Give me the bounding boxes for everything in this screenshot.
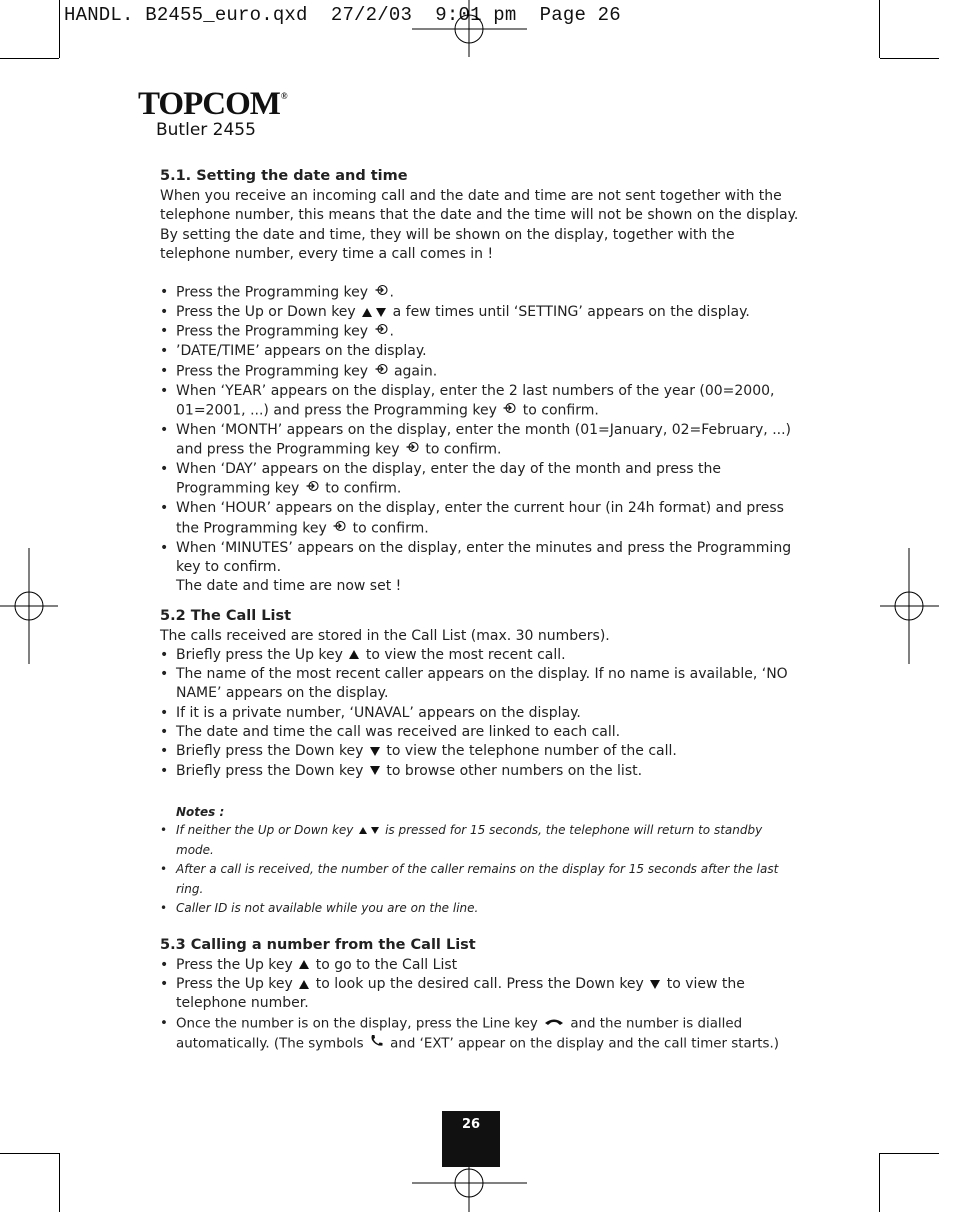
down-arrow-icon xyxy=(370,747,380,756)
list-item: • When ‘HOUR’ appears on the display, enter the current hour (in 24h format) and press the Programming key to confirm. xyxy=(160,499,800,538)
handset-icon xyxy=(544,1014,564,1033)
up-arrow-icon xyxy=(362,308,372,317)
phone-icon xyxy=(370,1034,384,1053)
list-item: • When ‘MONTH’ appears on the display, enter the month (01=January, 02=February, ...) and press the Programming key to confirm. xyxy=(160,421,800,460)
up-arrow-icon xyxy=(299,980,309,989)
list-item: • The name of the most recent caller appears on the display. If no name is available, ‘NO NAME’ appears on the display. xyxy=(160,665,800,704)
list-item: • When ‘DAY’ appears on the display, enter the day of the month and press the Programming key to confirm. xyxy=(160,460,800,499)
call-list-steps xyxy=(160,646,800,781)
logo-text: TOPCOM xyxy=(138,86,280,122)
model-name: Butler 2455 xyxy=(156,120,256,140)
topcom-logo xyxy=(138,88,288,121)
down-arrow-icon xyxy=(371,827,379,834)
down-arrow-icon xyxy=(650,980,660,989)
list-item: • Press the Up key to go to the Call List xyxy=(160,956,800,975)
list-item: • If it is a private number, ‘UNAVAL’ appears on the display. xyxy=(160,704,800,723)
list-item: • Press the Programming key again. xyxy=(160,362,800,382)
list-item: • Briefly press the Up key to view the most recent call. xyxy=(160,646,800,665)
up-arrow-icon xyxy=(359,827,367,834)
up-arrow-icon xyxy=(349,650,359,659)
calling-steps xyxy=(160,956,800,1054)
list-item: • Press the Up key to look up the desired call. Press the Down key to view the telephone number. xyxy=(160,975,800,1014)
list-item: • Press the Programming key . xyxy=(160,283,800,303)
section-intro: When you receive an incoming call and the date and time are not sent together with the telephone number, this means that the date and the time will not be shown on the display. By setting the date and time, they will be shown on the display, together with the telephone number, every time a call comes in ! xyxy=(160,188,799,262)
note-item: • After a call is received, the number of the caller remains on the display for 15 seconds after the last ring. xyxy=(160,860,800,899)
completion-note: The date and time are now set ! xyxy=(176,578,402,595)
date-time-steps xyxy=(160,283,800,596)
section-intro: The calls received are stored in the Call List (max. 30 numbers). xyxy=(160,627,610,644)
section-heading-call-list: 5.2 The Call List xyxy=(160,607,292,624)
manual-content xyxy=(160,166,800,1054)
notes-label: Notes : xyxy=(176,804,225,819)
page-number: 26 xyxy=(461,1117,481,1132)
up-arrow-icon xyxy=(299,960,309,969)
list-item: • ’DATE/TIME’ appears on the display. xyxy=(160,342,800,361)
programming-key-icon xyxy=(375,283,388,302)
note-item: • Caller ID is not available while you are on the line. xyxy=(160,899,800,919)
programming-key-icon xyxy=(333,519,346,538)
list-item: • Press the Programming key . xyxy=(160,322,800,342)
programming-key-icon xyxy=(375,322,388,341)
down-arrow-icon xyxy=(370,766,380,775)
list-item: • When ‘MINUTES’ appears on the display, enter the minutes and press the Programming key to confirm. The date and time are now set ! xyxy=(160,539,800,597)
list-item: • Briefly press the Down key to view the telephone number of the call. xyxy=(160,742,800,761)
page-number-box xyxy=(442,1111,500,1167)
note-item: • If neither the Up or Down key is pressed for 15 seconds, the telephone will return to standby mode. xyxy=(160,821,800,860)
list-item: • Briefly press the Down key to browse other numbers on the list. xyxy=(160,762,800,781)
programming-key-icon xyxy=(503,401,516,420)
programming-key-icon xyxy=(406,440,419,459)
down-arrow-icon xyxy=(376,308,386,317)
notes-list xyxy=(160,821,800,919)
section-heading-calling-number: 5.3 Calling a number from the Call List xyxy=(160,936,476,953)
section-heading-date-time: 5.1. Setting the date and time xyxy=(160,168,408,184)
list-item: • The date and time the call was received are linked to each call. xyxy=(160,723,800,742)
programming-key-icon xyxy=(306,479,319,498)
file-header-line: HANDL. B2455_euro.qxd 27/2/03 9:01 pm Page 26 xyxy=(64,4,621,26)
registered-mark: ® xyxy=(280,91,288,101)
list-item: • When ‘YEAR’ appears on the display, enter the 2 last numbers of the year (00=2000, 01=2001, ...) and press the Programming key to confirm. xyxy=(160,382,800,421)
list-item: • Once the number is on the display, press the Line key and the number is dialled automatically. (The symbols and ‘EXT’ appear on the display and the call timer starts.) xyxy=(160,1014,800,1054)
programming-key-icon xyxy=(375,362,388,381)
list-item: • Press the Up or Down key a few times until ‘SETTING’ appears on the display. xyxy=(160,303,800,322)
